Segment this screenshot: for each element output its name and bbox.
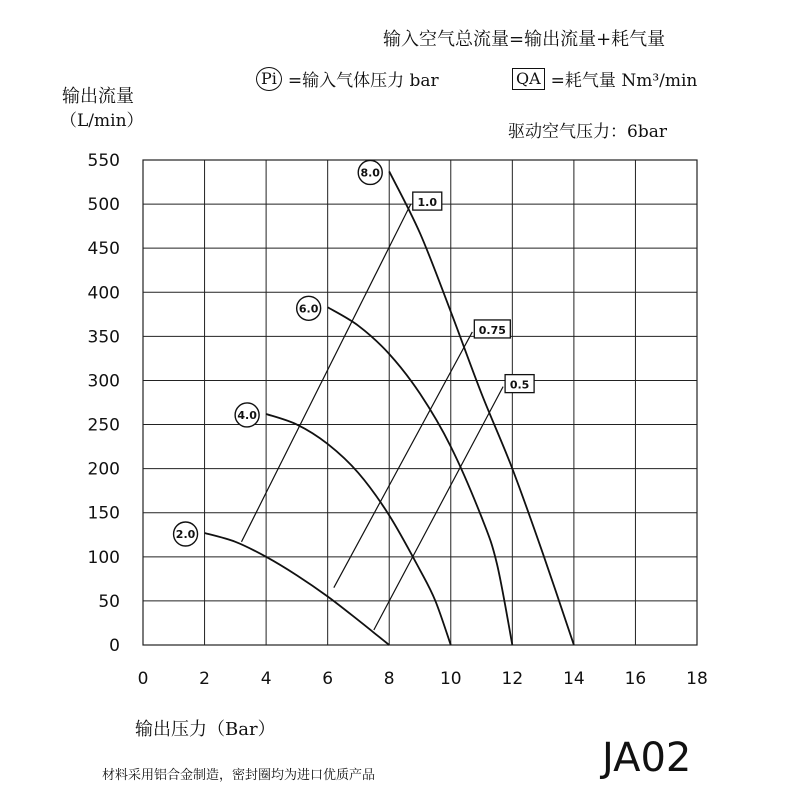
x-axis-label: 输出压力（Bar） xyxy=(135,719,276,740)
y-tick-400: 400 xyxy=(87,283,120,304)
y-tick-150: 150 xyxy=(87,503,120,524)
pressure-curve-2.0 xyxy=(205,533,390,645)
pi-label-4.0: 4.0 xyxy=(237,408,257,422)
y-tick-350: 350 xyxy=(87,327,120,348)
y-tick-450: 450 xyxy=(87,239,120,260)
x-tick-10: 10 xyxy=(439,669,462,689)
pi-label-2.0: 2.0 xyxy=(175,528,196,542)
pi-symbol-icon: Pi xyxy=(256,67,282,91)
chart-title: 输入空气总流量=输出流量+耗气量 xyxy=(383,29,666,50)
y-tick-0: 0 xyxy=(109,636,120,656)
qa-label-0.75: 0.75 xyxy=(478,323,506,337)
x-tick-2: 2 xyxy=(199,669,210,689)
x-tick-14: 14 xyxy=(563,669,585,689)
x-tick-16: 16 xyxy=(624,669,647,689)
x-tick-0: 0 xyxy=(137,669,149,689)
pressure-curve-8.0 xyxy=(389,171,574,645)
curve-labels xyxy=(174,160,535,546)
x-tick-4: 4 xyxy=(260,669,272,689)
pressure-curve-6.0 xyxy=(328,307,513,645)
x-tick-18: 18 xyxy=(686,669,708,689)
y-tick-550: 550 xyxy=(87,151,120,171)
y-tick-200: 200 xyxy=(87,459,120,480)
drive-pressure-note: 驱动空气压力：6bar xyxy=(508,122,667,142)
qa-legend xyxy=(512,66,697,91)
y-tick-labels xyxy=(88,151,120,656)
model-number: JA02 xyxy=(602,735,692,781)
y-tick-250: 250 xyxy=(87,415,120,436)
x-tick-12: 12 xyxy=(501,669,524,689)
qa-legend-text: =耗气量 Nm³/min xyxy=(550,71,698,91)
y-tick-100: 100 xyxy=(87,547,120,568)
qa-label-0.5: 0.5 xyxy=(509,378,530,392)
pi-legend-text: =输入气体压力 bar xyxy=(287,71,439,91)
consumption-line-1.0 xyxy=(241,204,410,542)
pressure-curve-4.0 xyxy=(266,414,451,645)
x-tick-6: 6 xyxy=(322,669,334,689)
pi-label-6.0: 6.0 xyxy=(298,302,319,316)
pi-label-8.0: 8.0 xyxy=(360,166,380,180)
y-tick-50: 50 xyxy=(98,591,120,612)
y-tick-300: 300 xyxy=(87,371,120,392)
y-tick-500: 500 xyxy=(87,195,120,216)
y-axis-label: 输出流量 xyxy=(62,86,134,107)
pi-legend xyxy=(256,66,439,91)
y-axis-unit: （L/min） xyxy=(60,111,144,131)
qa-label-1.0: 1.0 xyxy=(417,196,438,210)
x-tick-labels xyxy=(138,669,708,689)
footnote: 材料采用铝合金制造，密封圈均为进口优质产品 xyxy=(102,768,376,783)
qa-symbol-icon: QA xyxy=(512,68,545,90)
x-tick-8: 8 xyxy=(383,669,395,689)
